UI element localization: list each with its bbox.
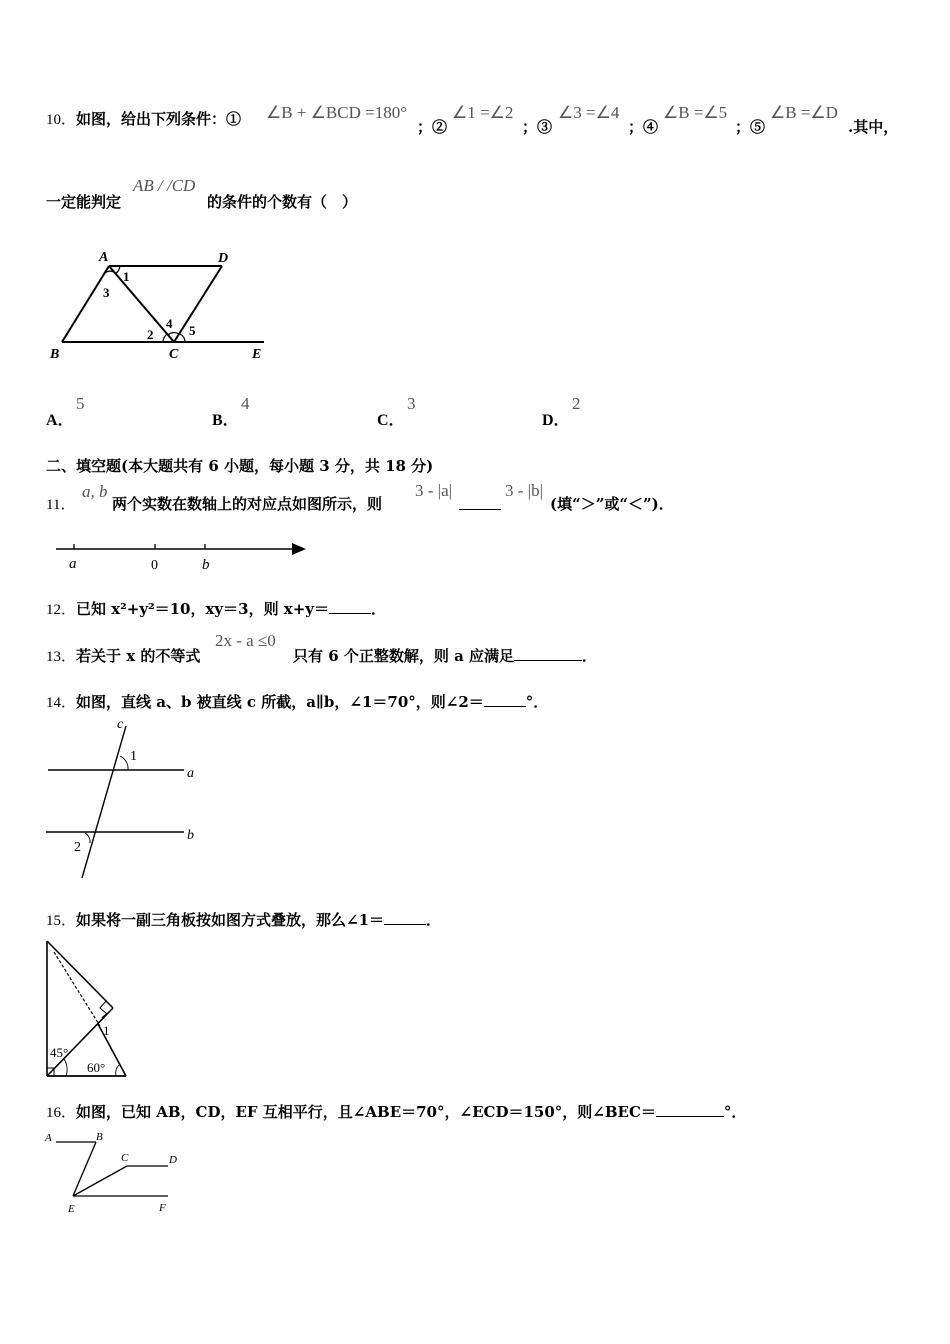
q15-text: 如果将一副三角板按如图方式叠放，那么∠1＝	[76, 911, 385, 929]
q11-text1: 两个实数在数轴上的对应点如图所示，则	[112, 495, 383, 513]
q10-line2-prefix: 一定能判定	[46, 193, 122, 211]
q10-c1-mark: ①	[226, 110, 242, 128]
q14-figure	[44, 712, 204, 882]
q11-axis-a: a	[69, 556, 77, 572]
q12-answer-blank[interactable]	[329, 599, 371, 614]
q16-label-E: E	[68, 1203, 75, 1215]
q12-text: 已知 x²+y²＝10，xy＝3，则 x+y＝	[76, 600, 330, 618]
q10-option-a-value: 5	[76, 394, 85, 413]
q10-line1	[46, 108, 241, 129]
q12-end: ．	[371, 600, 387, 618]
q14-label-a: a	[187, 766, 194, 781]
section2-heading: 二、填空题(本大题共有 6 小题，每小题 3 分，共 18 分)	[46, 457, 434, 475]
q10-option-b-value: 4	[241, 394, 250, 413]
q12-line	[46, 598, 386, 619]
q10-option-c-letter: C．	[377, 412, 405, 429]
q15-line	[46, 909, 441, 930]
q15-figure	[40, 934, 140, 1080]
q10-option-d[interactable]	[542, 407, 570, 430]
q14-end: °．	[525, 693, 549, 711]
q10-fig-label-B: B	[50, 347, 60, 362]
q10-c2-math: ∠1 =∠2	[452, 103, 514, 122]
q13-answer-blank[interactable]	[514, 646, 582, 661]
q16-number: 16．	[46, 1105, 77, 1121]
q10-fig-label-C: C	[169, 347, 179, 362]
q13-text2: 只有 6 个正整数解，则 a 应满足	[293, 647, 515, 665]
q10-c1-math: ∠B + ∠BCD =180°	[266, 103, 407, 122]
q13-end: ．	[582, 647, 598, 665]
q16-label-F: F	[159, 1202, 166, 1214]
q11-expr2: 3 - |b|	[505, 481, 543, 500]
q10-number: 10．	[46, 112, 77, 128]
q10-c5-mark: ；⑤	[735, 118, 766, 136]
q13-number: 13．	[46, 649, 77, 665]
q10-tail: .其中，	[848, 118, 899, 136]
q10-fig-angle-4: 4	[166, 316, 173, 331]
q16-label-C: C	[121, 1152, 129, 1164]
q10-line2-suffix: 的条件的个数有（ ）	[207, 193, 358, 211]
q14-text: 如图，直线 a、b 被直线 c 所截，a∥b，∠1＝70°，则∠2＝	[76, 693, 484, 711]
q13-text1: 若关于 x 的不等式	[76, 647, 201, 665]
q10-option-a[interactable]	[46, 407, 74, 430]
q10-fig-label-D: D	[218, 251, 229, 266]
q10-line2-math: AB / /CD	[133, 176, 196, 195]
q14-label-2: 2	[74, 840, 81, 855]
q10-option-a-letter: A．	[46, 412, 74, 429]
q11-text2: (填“＞”或“＜”)．	[550, 495, 674, 513]
q14-label-1: 1	[130, 749, 137, 764]
q16-label-B: B	[96, 1131, 103, 1143]
q10-c2-mark: ；②	[417, 118, 448, 136]
q11-axis-b: b	[202, 557, 210, 573]
q16-text: 如图，已知 AB，CD，EF 互相平行，且∠ABE＝70°，∠ECD＝150°，则∠BEC＝	[76, 1103, 656, 1121]
q16-end: °．	[723, 1103, 747, 1121]
q10-figure	[44, 246, 274, 364]
q14-answer-blank[interactable]	[484, 692, 526, 707]
q10-option-b[interactable]	[212, 407, 239, 430]
q13-expr: 2x - a ≤0	[215, 631, 276, 650]
q10-option-c-value: 3	[407, 394, 416, 413]
q11-number: 11．	[46, 497, 76, 513]
q16-answer-blank[interactable]	[656, 1102, 724, 1117]
q10-c3-math: ∠3 =∠4	[558, 103, 620, 122]
q15-label-60: 60°	[87, 1060, 106, 1075]
q14-label-b: b	[187, 828, 194, 843]
q16-label-A: A	[45, 1132, 52, 1144]
q10-intro: 如图，给出下列条件：	[76, 110, 227, 128]
q10-fig-angle-1: 1	[123, 269, 130, 284]
q11-number-line	[54, 538, 310, 578]
q16-label-D: D	[169, 1154, 177, 1166]
q11-answer-blank[interactable]	[459, 494, 501, 510]
q12-number: 12．	[46, 602, 77, 618]
q10-c5-math: ∠B =∠D	[770, 103, 838, 122]
q15-number: 15．	[46, 913, 77, 929]
q10-option-d-letter: D．	[542, 412, 570, 429]
q10-c4-math: ∠B =∠5	[663, 103, 728, 122]
q15-label-1: 1	[103, 1023, 110, 1038]
q14-number: 14．	[46, 695, 77, 711]
q16-figure	[42, 1128, 192, 1218]
q10-fig-angle-3: 3	[103, 285, 110, 300]
q10-fig-angle-5: 5	[189, 323, 196, 338]
q15-label-45: 45°	[50, 1045, 69, 1060]
q11-vars: a, b	[82, 482, 108, 501]
q10-c4-mark: ；④	[628, 118, 659, 136]
q10-fig-label-A: A	[99, 250, 109, 265]
q14-label-c: c	[117, 717, 124, 732]
q15-answer-blank[interactable]	[384, 910, 426, 925]
q10-option-c[interactable]	[377, 407, 405, 430]
q10-c3-mark: ；③	[522, 118, 553, 136]
q15-end: ．	[426, 911, 442, 929]
q10-fig-label-E: E	[252, 347, 262, 362]
q13-line-b	[293, 645, 597, 666]
q14-line	[46, 691, 548, 712]
q16-line	[46, 1101, 746, 1122]
q13-line-a	[46, 645, 200, 666]
q10-option-d-value: 2	[572, 394, 581, 413]
q11-axis-zero: 0	[151, 558, 158, 573]
q11-expr1: 3 - |a|	[415, 481, 453, 500]
q10-option-b-letter: B．	[212, 412, 239, 429]
q10-fig-angle-2: 2	[147, 327, 154, 342]
